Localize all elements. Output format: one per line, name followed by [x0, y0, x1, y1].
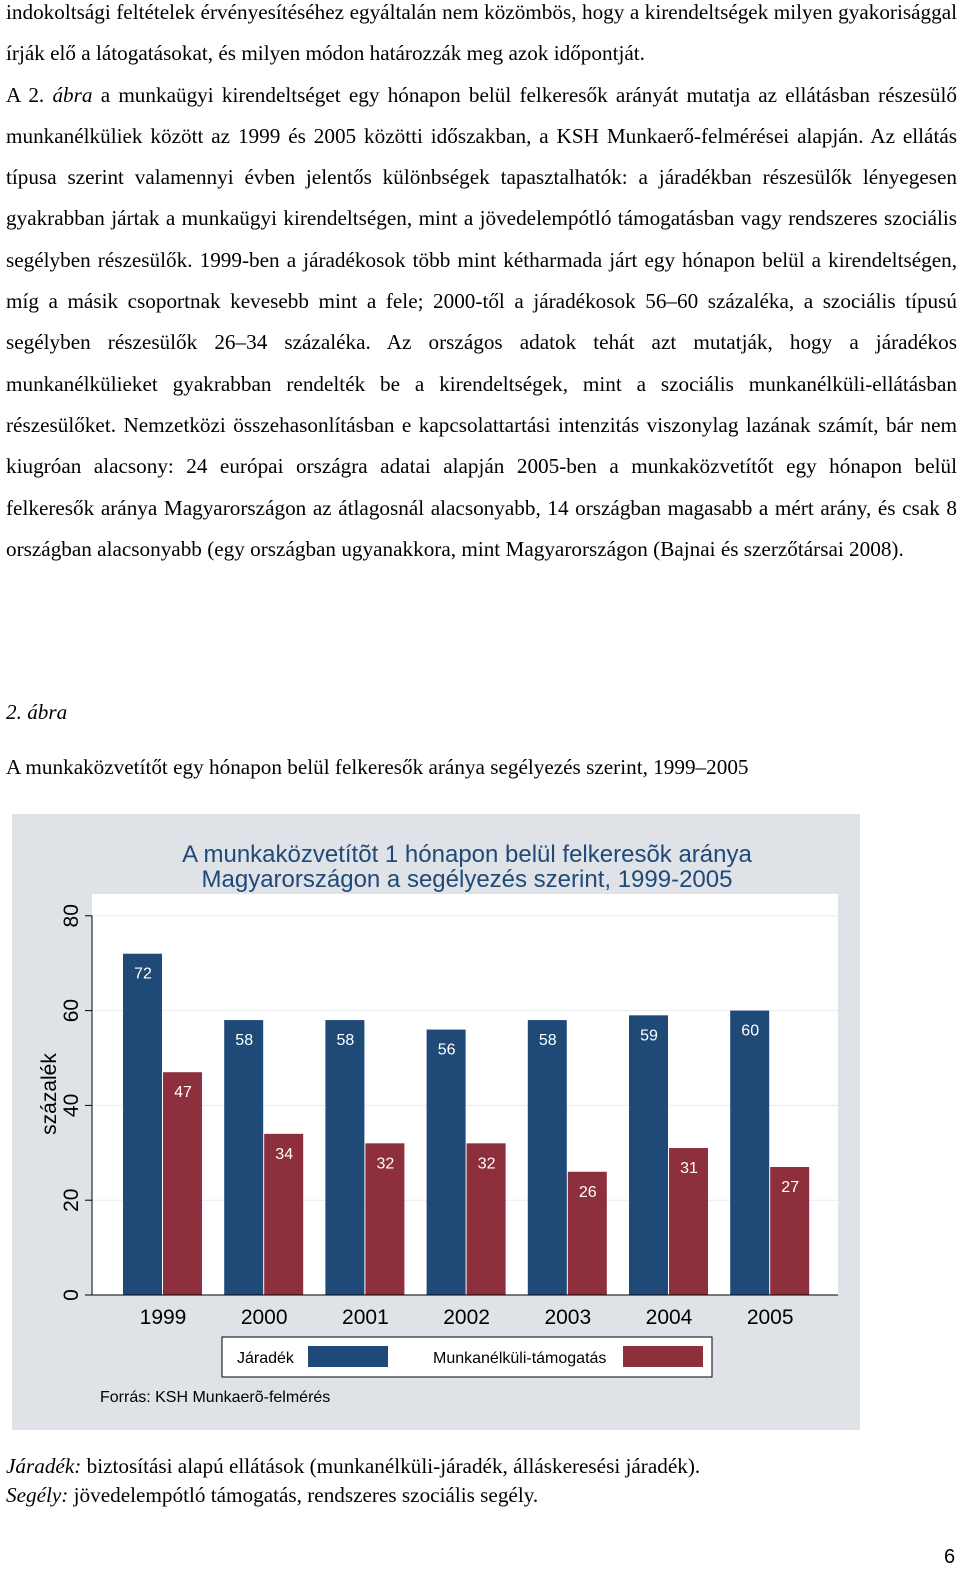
y-tick-label: 60	[60, 998, 83, 1023]
paragraph-2-italic: ábra	[52, 82, 93, 107]
bar-value-label: 58	[538, 1032, 557, 1050]
figure-caption: A munkaközvetítőt egy hónapon belül felkeresők aránya segélyezés szerint, 1999–2005	[6, 755, 749, 779]
x-tick-label: 1999	[139, 1306, 187, 1329]
definitions	[6, 1452, 700, 1510]
definition-text: jövedelempótló támogatás, rendszeres szociális segély.	[68, 1483, 539, 1507]
x-tick-label: 2003	[544, 1306, 592, 1329]
paragraph-2-text: a munkaügyi kirendeltséget egy hónapon belül felkeresők arányát mutatja az ellátásban részesülő munkanélküliek között az 1999 és 2005 közötti időszakban, a KSH Munkaerő-felmérései alapján. Az ellátás típusa szerint valamennyi évben jelentős különbségek tapasztalhatók: a járadékban részesülők lényegesen gyakrabban jártak a munkaügyi kirendeltségen, mint a jövedelempótló támogatásban vagy rendszeres szociális segélyben részesülők. 1999-ben a járadékosok több mint kétharmada járt egy hónapon belül a kirendeltségen, míg a másik csoportnak kevesebb mint a fele; 2000-től a járadékosok 56–60 százaléka, a szociális típusú segélyben részesülők 26–34 százaléka. Az országos adatok tehát azt mutatják, hogy a járadékos munkanélkülieket gyakrabban rendelték be a kirendeltségek, mint a szociális munkanélküli-ellátásban részesülőket. Nemzetközi összehasonlításban e kapcsolattartási intenzitás viszonylag lazának számít, bár nem kiugróan alacsony: 24 európai országra adatai alapján 2005-ben a munkaközvetítőt egy hónapon belül felkeresők aránya Magyarországon az átlagosnál alacsonyabb, 14 országban magasabb a mért arány, és csak 8 országban alacsonyabb (egy országban ugyanakkora, mint Magyarországon (Bajnai és szerzőtársai 2008).	[6, 82, 957, 561]
bar-value-label: 32	[376, 1155, 395, 1173]
paragraph-line-1: indokoltsági feltételek érvényesítéséhez egyáltalán nem közömbös, hogy a kirendeltségek milyen gyakorisággal írják elő a látogatásokat, és milyen módon határozzák meg azok időpontját.	[6, 0, 957, 66]
chart-source: Forrás: KSH Munkaerõ-felmérés	[100, 1389, 331, 1406]
bar-value-label: 72	[134, 965, 152, 983]
bar-tamogatas	[163, 1072, 202, 1295]
x-tick-label: 2005	[746, 1306, 794, 1329]
bar-jaradek	[528, 1020, 567, 1295]
legend	[222, 1337, 712, 1377]
bar-jaradek	[427, 1030, 466, 1295]
definition-term: Segély:	[6, 1483, 69, 1507]
bar-value-label: 31	[680, 1160, 698, 1178]
y-tick-label: 80	[60, 904, 83, 928]
bar-value-label: 34	[275, 1145, 294, 1163]
bar-value-label: 58	[235, 1032, 254, 1050]
bar-value-label: 32	[477, 1155, 496, 1173]
bar-jaradek	[629, 1015, 668, 1295]
bar-value-label: 26	[578, 1183, 597, 1201]
legend-label-tamogatas: Munkanélküli-támogatás	[433, 1350, 607, 1367]
x-tick-label: 2002	[443, 1306, 490, 1329]
bar-jaradek	[123, 954, 162, 1295]
x-tick-label: 2000	[240, 1306, 288, 1329]
y-tick-label: 0	[60, 1289, 83, 1301]
bar-value-label: 47	[174, 1084, 192, 1102]
definition-segely	[6, 1481, 700, 1510]
figure-label: 2. ábra	[6, 700, 68, 724]
body-paragraph	[6, 0, 957, 570]
page-number: 6	[944, 1546, 956, 1568]
y-axis-label: százalék	[38, 1053, 61, 1135]
bar-chart	[12, 814, 860, 1430]
definition-jaradek	[6, 1452, 700, 1481]
legend-swatch-jaradek	[308, 1346, 388, 1367]
legend-label-jaradek: Járadék	[237, 1350, 294, 1367]
chart-container	[12, 814, 860, 1430]
bar-value-label: 58	[336, 1032, 355, 1050]
bar-jaradek	[325, 1020, 364, 1295]
legend-swatch-tamogatas	[623, 1346, 703, 1367]
chart-title-line-1: A munkaközvetítõt 1 hónapon belül felkeresõk aránya	[182, 841, 752, 868]
bar-jaradek	[224, 1020, 263, 1295]
bar-value-label: 60	[741, 1022, 760, 1040]
y-tick-label: 40	[60, 1093, 83, 1118]
bar-value-label: 56	[437, 1041, 456, 1059]
y-tick-label: 20	[60, 1188, 83, 1212]
chart-title-line-2: Magyarországon a segélyezés szerint, 1999-2005	[201, 866, 733, 893]
x-tick-label: 2004	[645, 1306, 693, 1329]
paragraph-2-prefix: A 2.	[6, 82, 53, 107]
paragraph-2	[6, 75, 957, 571]
definition-term: Járadék:	[6, 1454, 82, 1478]
bar-jaradek	[730, 1011, 769, 1295]
x-tick-label: 2001	[342, 1306, 389, 1329]
definition-text: biztosítási alapú ellátások (munkanélküli-járadék, álláskeresési járadék).	[81, 1454, 701, 1478]
bar-value-label: 59	[640, 1027, 658, 1045]
bar-value-label: 27	[781, 1179, 800, 1197]
